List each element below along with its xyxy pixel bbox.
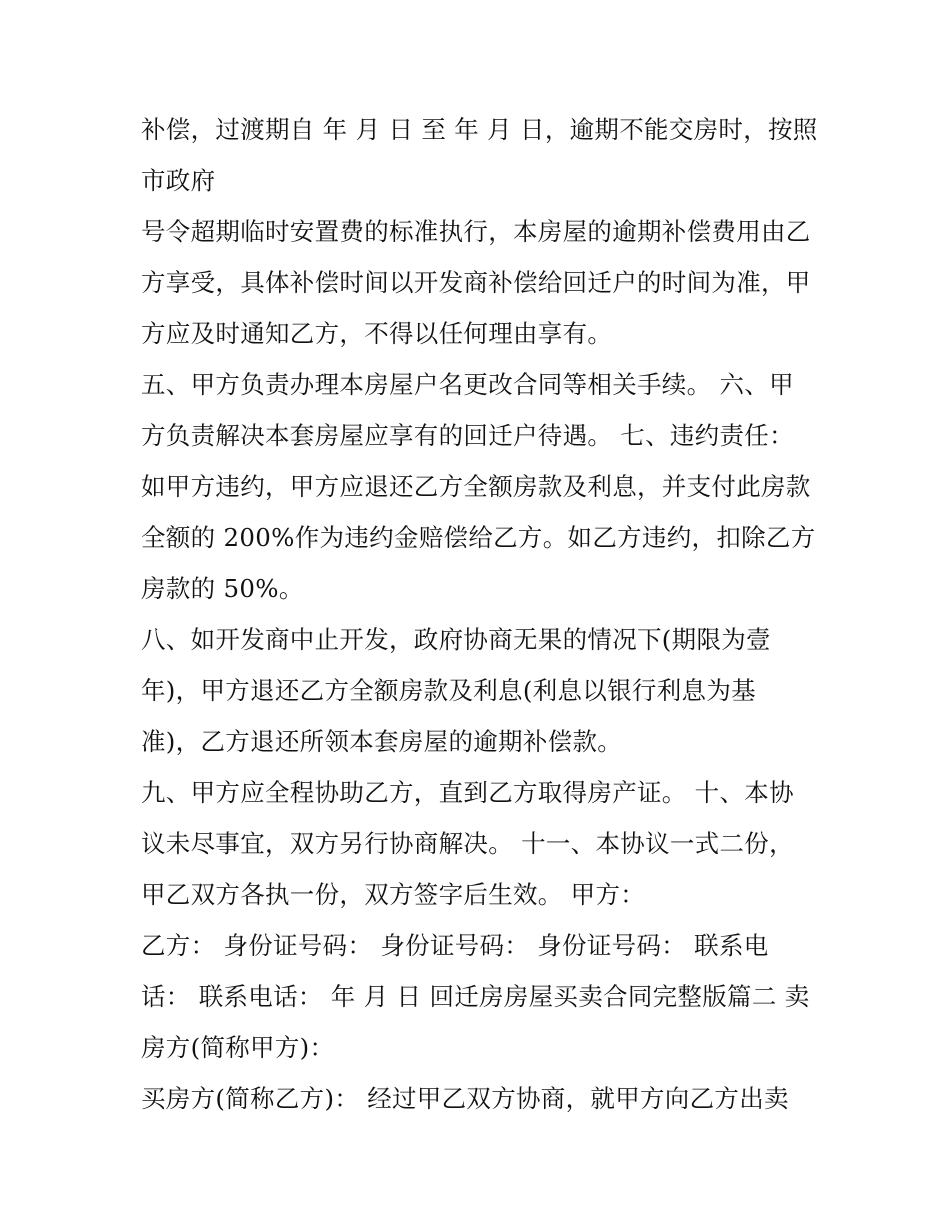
text-line: 乙方： 身份证号码： 身份证号码： 身份证号码： 联系电 xyxy=(141,931,769,960)
text-line: 议未尽事宜，双方另行协商解决。 十一、本协议一式二份， xyxy=(141,829,794,858)
text-line: 方享受，具体补偿时间以开发商补偿给回迁户的时间为准，甲 xyxy=(141,268,811,297)
text-line: 房方(简称甲方)： xyxy=(141,1033,335,1062)
text-line: 号令超期临时安置费的标准执行，本房屋的逾期补偿费用由乙 xyxy=(141,217,811,246)
text-line: 方负责解决本套房屋应享有的回迁户待遇。 七、违约责任： xyxy=(141,421,794,450)
text-line: 八、如开发商中止开发，政府协商无果的情况下(期限为壹 xyxy=(141,625,771,654)
text-line: 准)，乙方退还所领本套房屋的逾期补偿款。 xyxy=(141,727,623,756)
text-line: 九、甲方应全程协助乙方，直到乙方取得房产证。 十、本协 xyxy=(141,778,794,807)
text-line: 年)，甲方退还乙方全额房款及利息(利息以银行利息为基 xyxy=(141,676,756,705)
text-line: 全额的 200%作为违约金赔偿给乙方。如乙方违约，扣除乙方 xyxy=(141,523,816,552)
text-line: 方应及时通知乙方，不得以任何理由享有。 xyxy=(141,319,613,348)
text-line: 话： 联系电话： 年 月 日 回迁房房屋买卖合同完整版篇二 卖 xyxy=(141,982,810,1011)
text-line: 如甲方违约，甲方应退还乙方全额房款及利息，并支付此房款 xyxy=(141,472,811,501)
text-line: 甲乙双方各执一份，双方签字后生效。 甲方： xyxy=(141,880,646,909)
text-line: 五、甲方负责办理本房屋户名更改合同等相关手续。 六、甲 xyxy=(141,370,794,399)
text-line: 补偿，过渡期自 年 月 日 至 年 月 日，逾期不能交房时，按照 xyxy=(141,115,818,144)
text-line: 买房方(简称乙方)： 经过甲乙双方协商，就甲方向乙方出卖 xyxy=(141,1084,789,1113)
text-line: 市政府 xyxy=(141,166,216,195)
text-line: 房款的 50%。 xyxy=(141,574,304,603)
